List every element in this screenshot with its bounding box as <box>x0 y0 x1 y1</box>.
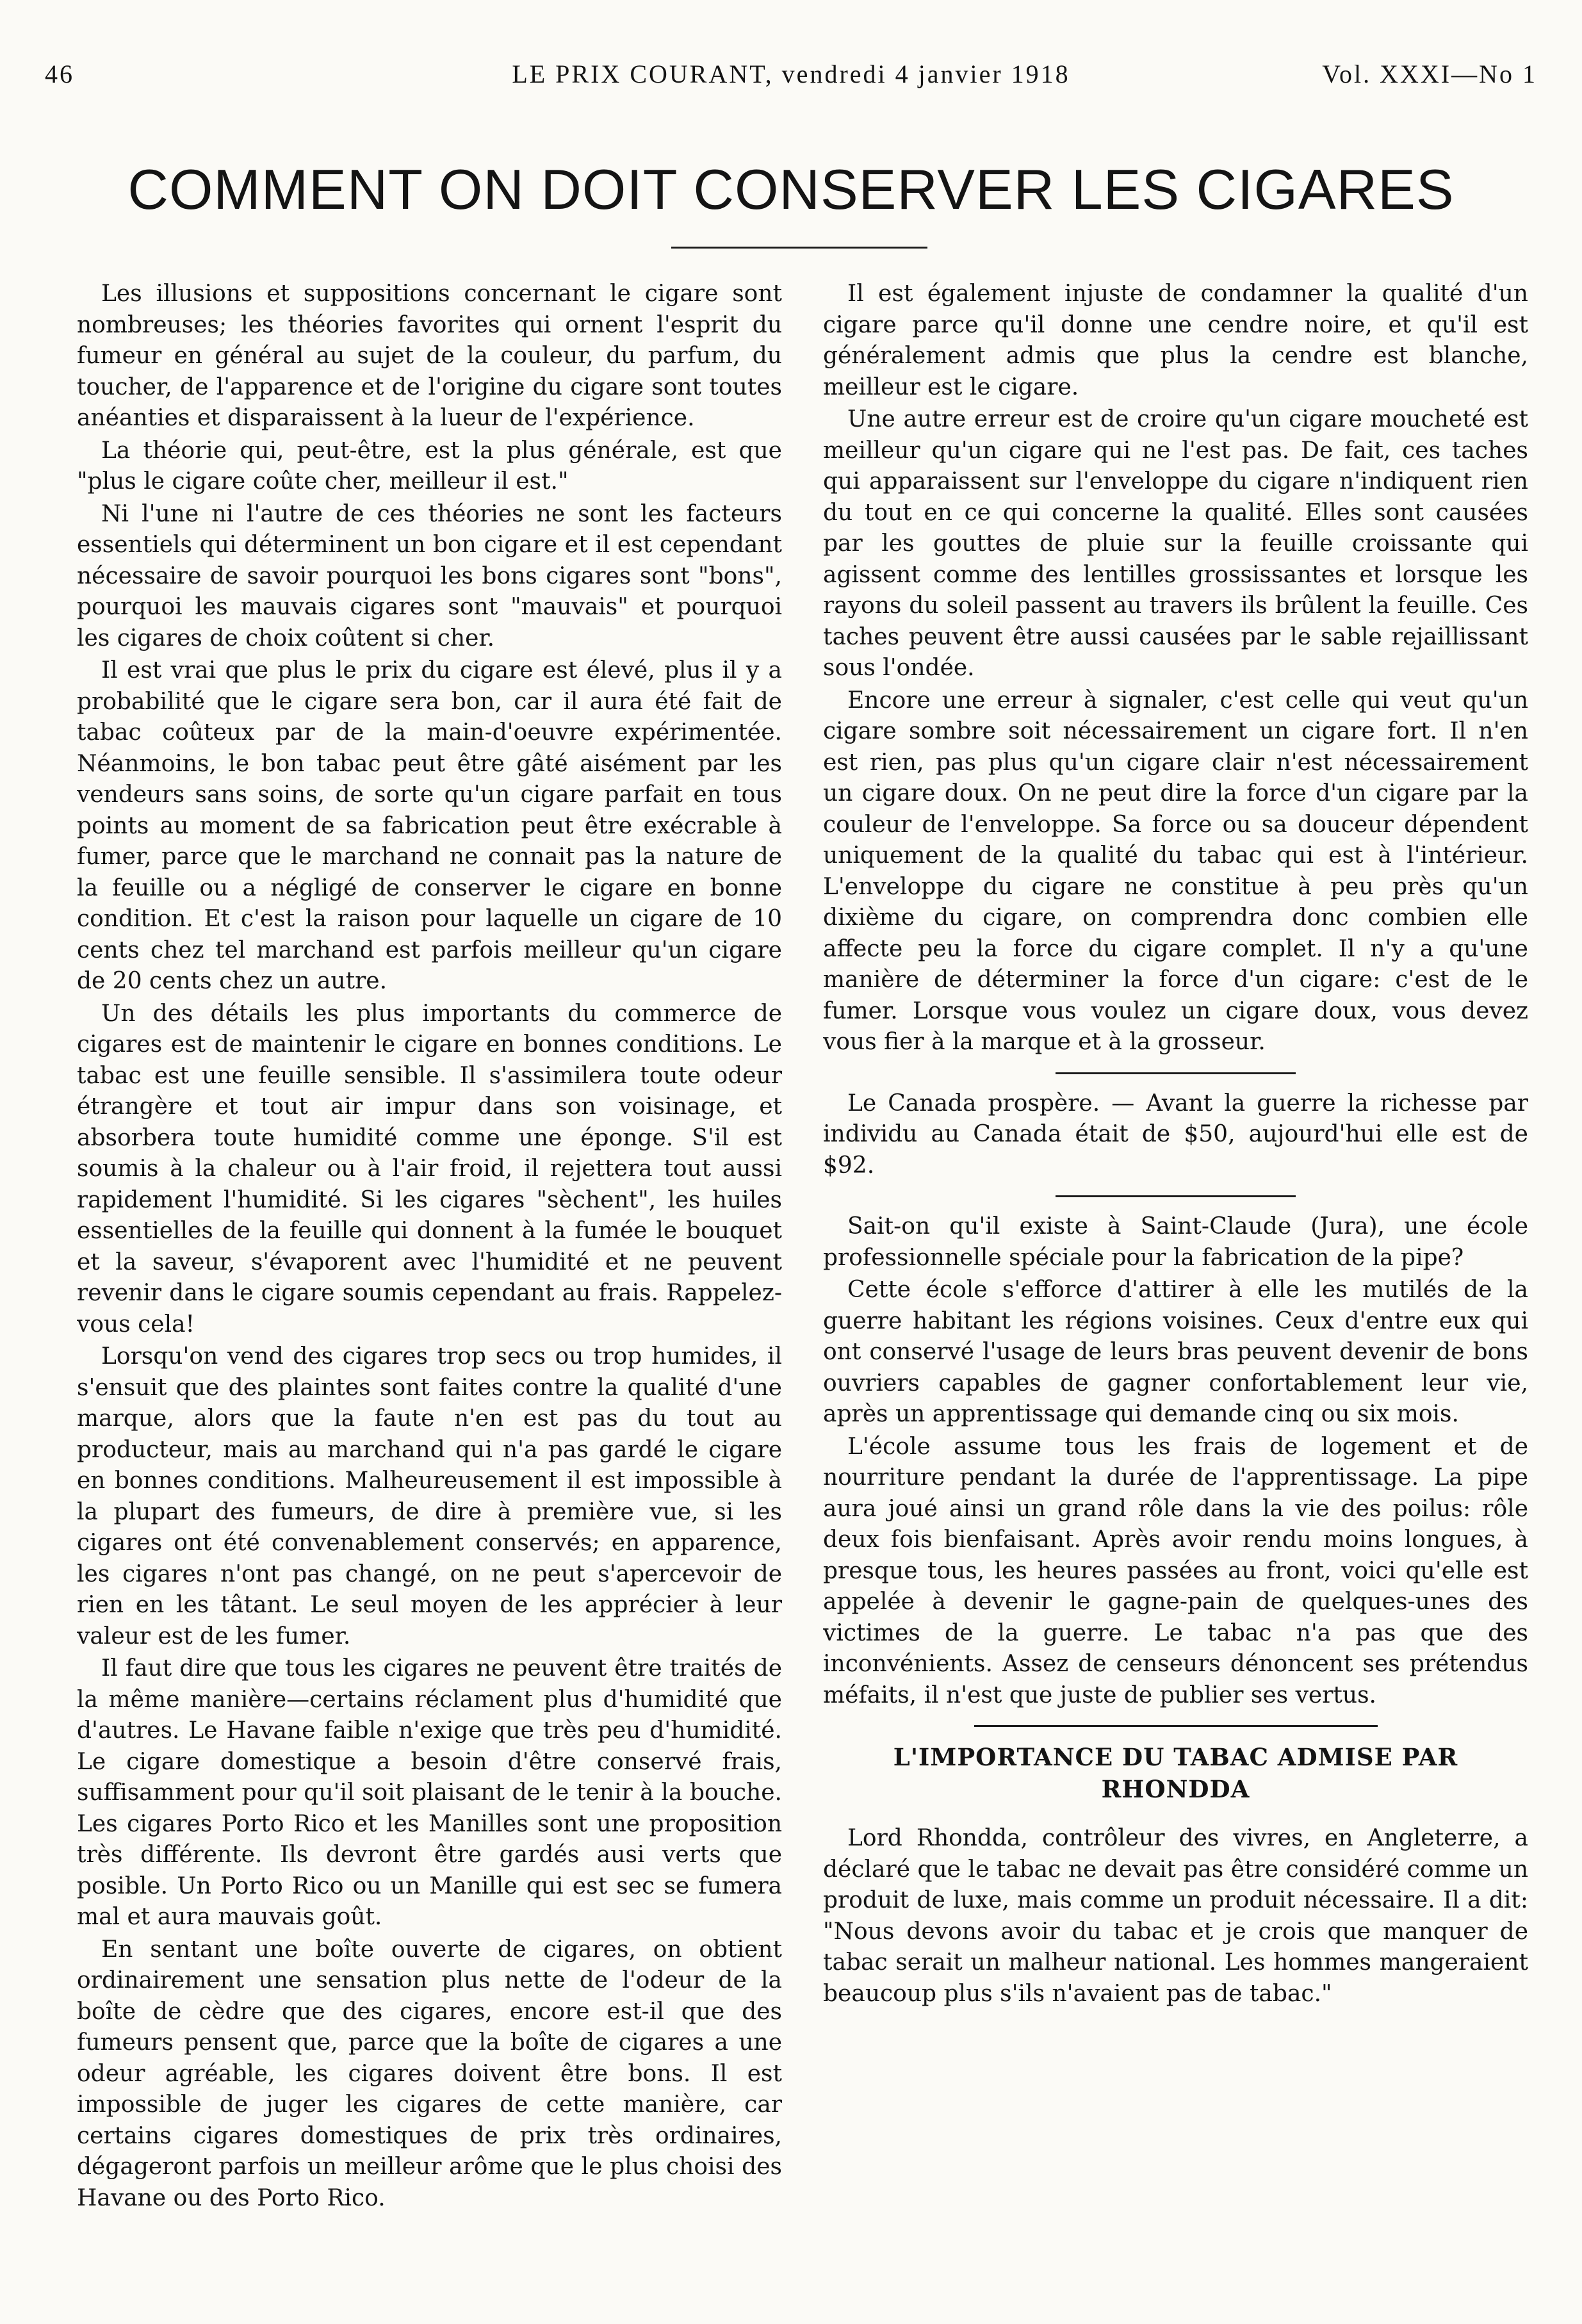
article-paragraph: La théorie qui, peut-être, est la plus générale, est que "plus le cigare coûte cher, meilleur il est." <box>77 437 782 495</box>
note-paragraph: L'école assume tous les frais de logement et de nourriture pendant la durée de l'apprentissage. La pipe aura joué ainsi un grand rôle dans la vie des poilus: rôle deux fois bienfaisant. Après avoir rendu moins longues, à presque tous, les heures passées au front, voici qu'elle est appelée à devenir le gagne-pain de quelques-unes des victimes de la guerre. Le tabac n'a pas que des inconvénients. Assez de censeurs dénoncent ses prétendus méfaits, il n'est que juste de publier ses vertus. <box>823 1433 1528 1708</box>
article-paragraph: Les illusions et suppositions concernant le cigare sont nombreuses; les théories favorites qui ornent l'esprit du fumeur en général au sujet de la couleur, du parfum, du toucher, de l'apparence et de l'origine du cigare sont toutes anéanties et disparaissent à la lueur de l'expérience. <box>77 281 782 431</box>
second-article-headline: L'IMPORTANCE DU TABAC ADMISE PAR RHONDDA <box>893 1743 1458 1803</box>
article-paragraph: Encore une erreur à signaler, c'est celle qui veut qu'un cigare sombre soit nécessairement un cigare fort. Il n'en est rien, pas plus qu'un cigare clair n'est nécessairement un cigare doux. On ne peut dire la force d'un cigare par la couleur de l'enveloppe. Sa force ou sa douceur dépendent uniquement de la qualité du tabac qui est à l'intérieur. L'enveloppe du cigare ne constitue à peu près qu'un dixième du cigare, on comprendra donc combien elle affecte peu la force du cigare complet. Il n'y a qu'une manière de déterminer la force d'un cigare: c'est de le fumer. Lorsque vous voulez un cigare doux, vous devez vous fier à la marque et à la grosseur. <box>823 687 1528 1055</box>
left-column <box>77 279 782 2290</box>
journal-dateline: LE PRIX COURANT, vendredi 4 janvier 1918 <box>512 60 1070 88</box>
article-paragraph: Ni l'une ni l'autre de ces théories ne sont les facteurs essentiels qui déterminent un bon cigare et il est cependant nécessaire de savoir pourquoi les bons cigares sont "bons", pourquoi les mauvais cigares sont "mauvais" et pourquoi les cigares de choix coûtent si cher. <box>77 500 782 651</box>
section-divider <box>1056 1072 1296 1074</box>
article-paragraph: Lord Rhondda, contrôleur des vivres, en Angleterre, a déclaré que le tabac ne devait pas être considéré comme un produit de luxe, mais comme un produit nécessaire. Il a dit: "Nous devons avoir du tabac et je crois que manquer de tabac serait un malheur national. Les hommes mangeraient beaucoup plus s'ils n'avaient pas de tabac." <box>823 1825 1528 2007</box>
running-head <box>45 59 1537 97</box>
note-paragraph: Le Canada prospère. — Avant la guerre la richesse par individu au Canada était de $50, aujourd'hui elle est de $92. <box>823 1090 1528 1179</box>
article-paragraph: Il est vrai que plus le prix du cigare est élevé, plus il y a probabilité que le cigare sera bon, car il aura été fait de tabac coûteux par de la main-d'oeuvre expérimentée. Néanmoins, le bon tabac peut être gâté aisément par les vendeurs sans soins, de sorte qu'un cigare parfait en tous points au moment de sa fabrication peut être exécrable à fumer, parce que le marchand ne connait pas la nature de la feuille ou a négligé de conserver le cigare en bonne condition. Et c'est la raison pour laquelle un cigare de 10 cents chez tel marchand est parfois meilleur qu'un cigare de 20 cents chez un autre. <box>77 657 782 994</box>
article-paragraph: Un des détails les plus importants du commerce de cigares est de maintenir le cigare en bonnes conditions. Le tabac est une feuille sensible. Il s'assimilera toute odeur étrangère et tout air impur dans son voisinage, et absorbera toute humidité comme une éponge. S'il est soumis à la chaleur ou à l'air froid, il rejettera tout aussi rapidement l'humidité. Si les cigares "sèchent", les huiles essentielles de la feuille qui donnent à la fumée le bouquet et la saveur, s'évaporent avec l'humidité et ne peuvent revenir dans le cigare soumis cependant au frais. Rappelez-vous cela! <box>77 1000 782 1338</box>
article-paragraph: Il est également injuste de condamner la qualité d'un cigare parce qu'il donne une cendre noire, et qu'il est généralement admis que plus la cendre est blanche, meilleur est le cigare. <box>823 281 1528 400</box>
article-paragraph: Il faut dire que tous les cigares ne peuvent être traités de la même manière—certains réclament plus d'humidité que d'autres. Le Havane faible n'exige que très peu d'humidité. Le cigare domestique a besoin d'être conservé frais, suffisamment pour qu'il soit plaisant de le tenir à la bouche. Les cigares Porto Rico et les Manilles sont une proposition très différente. Ils devront être gardés ausi verts que posible. Un Porto Rico ou un Manille qui est sec se fumera mal et aura mauvais goût. <box>77 1655 782 1930</box>
article-paragraph: En sentant une boîte ouverte de cigares, on obtient ordinairement une sensation plus nette de l'odeur de la boîte de cèdre que des cigares, encore est-il que des fumeurs pensent que, parce que la boîte de cigares a une odeur agréable, les cigares doivent être bons. Il est impossible de juger les cigares de cette manière, car certains cigares domestiques de prix très ordinaires, dégageront parfois un meilleur arôme que le plus choisi des Havane ou des Porto Rico. <box>77 1936 782 2211</box>
headline-rule <box>671 247 927 249</box>
note-paragraph: Cette école s'efforce d'attirer à elle les mutilés de la guerre habitant les régions voisines. Ceux d'entre eux qui ont conservé l'usage de leurs bras peuvent devenir de bons ouvriers capables de gagner confortablement leur vie, après un apprentissage qui demande cinq ou six mois. <box>823 1277 1528 1427</box>
article-paragraph: Lorsqu'on vend des cigares trop secs ou trop humides, il s'ensuit que des plaintes sont faites contre la qualité d'une marque, alors que la faute n'en est pas du tout au producteur, mais au marchand qui n'a pas gardé le cigare en bonnes conditions. Malheureusement il est impossible à la plupart des fumeurs, de dire à première vue, si les cigares ont été convenablement conservés; en apparence, les cigares n'ont pas changé, on ne peut s'apercevoir de rien en les tâtant. Le seul moyen de les apprécier à leur valeur est de les fumer. <box>77 1343 782 1649</box>
volume-number: Vol. XXXI—No 1 <box>1322 60 1537 88</box>
note-paragraph: Sait-on qu'il existe à Saint-Claude (Jura), une école professionnelle spéciale pour la fabrication de la pipe? <box>823 1213 1528 1271</box>
article-headline: COMMENT ON DOIT CONSERVER LES CIGARES <box>127 158 1455 221</box>
article-paragraph: Une autre erreur est de croire qu'un cigare moucheté est meilleur qu'un cigare qui ne l'est pas. De fait, ces taches qui apparaissent sur l'enveloppe du cigare n'indiquent rien du tout en ce qui concerne la qualité. Elles sont causées par les gouttes de pluie sur la feuille croissante qui agissent comme des lentilles grossissantes et lorsque les rayons du soleil passent au travers ils brûlent la feuille. Ces taches peuvent être aussi causées par le sable rejaillissant sous l'ondée. <box>823 406 1528 681</box>
right-column <box>823 279 1528 2290</box>
page-number: 46 <box>45 60 74 88</box>
section-divider <box>1056 1195 1296 1197</box>
section-divider <box>974 1725 1378 1727</box>
